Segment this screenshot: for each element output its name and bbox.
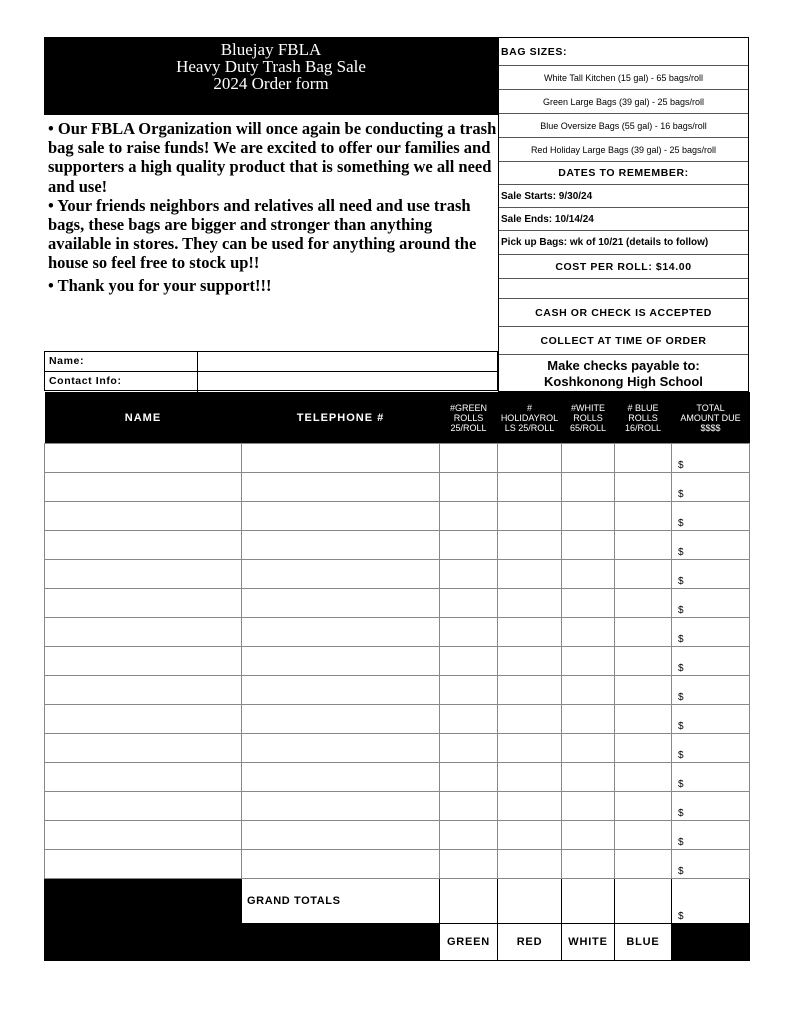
bag-size-blue: Blue Oversize Bags (55 gal) - 16 bags/roll [499, 114, 748, 138]
white-rolls-cell[interactable] [562, 502, 615, 531]
white-rolls-cell[interactable] [562, 705, 615, 734]
order-table [44, 392, 750, 961]
blue-rolls-cell[interactable] [615, 531, 672, 560]
white-rolls-cell[interactable] [562, 473, 615, 502]
telephone-cell[interactable] [242, 647, 440, 676]
green-rolls-cell[interactable] [440, 792, 498, 821]
blue-rolls-cell[interactable] [615, 444, 672, 473]
white-rolls-cell[interactable] [562, 589, 615, 618]
blue-rolls-cell[interactable] [615, 618, 672, 647]
header-holiday [498, 392, 562, 444]
blue-rolls-cell[interactable] [615, 705, 672, 734]
amount-due-cell[interactable]: $ [672, 531, 750, 560]
grand-total-green[interactable] [440, 879, 498, 924]
blue-rolls-cell[interactable] [615, 763, 672, 792]
name-row [45, 352, 497, 372]
name-cell[interactable] [45, 850, 242, 879]
holiday-rolls-cell[interactable] [498, 473, 562, 502]
blank-row [499, 279, 748, 299]
green-rolls-cell[interactable] [440, 589, 498, 618]
table-row [45, 821, 750, 850]
name-cell[interactable] [45, 502, 242, 531]
holiday-rolls-cell[interactable] [498, 444, 562, 473]
amount-due-cell[interactable]: $ [672, 763, 750, 792]
blue-rolls-cell[interactable] [615, 647, 672, 676]
intro-paragraph-2: • Your friends neighbors and relatives all need and use trash bags, these bags are bigger and stronger than anything available in stores. They can be used for anything around the house so feel free to stock up!! [48, 195, 477, 273]
dates-heading: DATES TO REMEMBER: [499, 162, 748, 185]
amount-due-cell[interactable]: $ [672, 502, 750, 531]
name-cell[interactable] [45, 705, 242, 734]
payable-line-2: Koshkonong High School [544, 373, 703, 389]
white-rolls-cell[interactable] [562, 618, 615, 647]
header-total-line1: TOTAL [696, 402, 725, 413]
white-rolls-cell[interactable] [562, 792, 615, 821]
holiday-rolls-cell[interactable] [498, 560, 562, 589]
contact-label: Contact Info: [45, 372, 198, 392]
intro-paragraph-3: • Thank you for your support!!! [48, 275, 272, 295]
green-rolls-cell[interactable] [440, 618, 498, 647]
green-rolls-cell[interactable] [440, 560, 498, 589]
table-row [45, 850, 750, 879]
telephone-cell[interactable] [242, 531, 440, 560]
telephone-cell[interactable] [242, 502, 440, 531]
header-total-line3: $$$$ [700, 422, 721, 433]
form-title: 2024 Order form [213, 74, 329, 93]
name-cell[interactable] [45, 560, 242, 589]
name-cell[interactable] [45, 444, 242, 473]
color-footer-row [45, 924, 750, 961]
name-cell[interactable] [45, 734, 242, 763]
telephone-cell[interactable] [242, 473, 440, 502]
holiday-rolls-cell[interactable] [498, 763, 562, 792]
holiday-rolls-cell[interactable] [498, 734, 562, 763]
telephone-cell[interactable] [242, 560, 440, 589]
name-cell[interactable] [45, 676, 242, 705]
footer-blue: BLUE [615, 924, 672, 961]
intro-text [48, 119, 498, 295]
footer-green: GREEN [440, 924, 498, 961]
intro-paragraph-1: • Our FBLA Organization will once again be conducting a trash bag sale to raise funds! We are excited to offer our families and supporters a high quality product that is something we all need and use! [48, 119, 497, 196]
table-row [45, 705, 750, 734]
footer-blank [45, 924, 440, 961]
table-row [45, 473, 750, 502]
header-blue [615, 392, 672, 444]
table-row [45, 444, 750, 473]
header-holiday-line3: LS 25/ROLL [504, 422, 555, 433]
footer-red: RED [498, 924, 562, 961]
telephone-cell[interactable] [242, 821, 440, 850]
header-white-line1: #WHITE [570, 402, 605, 413]
holiday-rolls-cell[interactable] [498, 850, 562, 879]
holiday-rolls-cell[interactable] [498, 821, 562, 850]
table-row [45, 589, 750, 618]
payable-line-1: Make checks payable to: [547, 357, 700, 373]
name-cell[interactable] [45, 531, 242, 560]
green-rolls-cell[interactable] [440, 850, 498, 879]
amount-due-cell[interactable]: $ [672, 676, 750, 705]
table-row [45, 676, 750, 705]
holiday-rolls-cell[interactable] [498, 589, 562, 618]
white-rolls-cell[interactable] [562, 444, 615, 473]
grand-totals-blank [45, 879, 242, 924]
green-rolls-cell[interactable] [440, 676, 498, 705]
header-total-line2: AMOUNT DUE [680, 412, 741, 423]
telephone-cell[interactable] [242, 589, 440, 618]
blue-rolls-cell[interactable] [615, 734, 672, 763]
collect-notice: COLLECT AT TIME OF ORDER [499, 327, 748, 355]
header-blue-line1: # BLUE [627, 402, 659, 413]
header-white [562, 392, 615, 444]
telephone-cell[interactable] [242, 444, 440, 473]
telephone-cell[interactable] [242, 618, 440, 647]
amount-due-cell[interactable]: $ [672, 647, 750, 676]
cost-per-roll: COST PER ROLL: $14.00 [499, 255, 748, 279]
info-box [498, 37, 749, 392]
white-rolls-cell[interactable] [562, 850, 615, 879]
header-blue-line3: 16/ROLL [624, 422, 662, 433]
header-name: NAME [45, 392, 242, 444]
payable-to [499, 355, 748, 392]
table-row [45, 560, 750, 589]
holiday-rolls-cell[interactable] [498, 647, 562, 676]
telephone-cell[interactable] [242, 676, 440, 705]
amount-due-cell[interactable]: $ [672, 473, 750, 502]
header-white-line3: 65/ROLL [569, 422, 607, 433]
grand-totals-label: GRAND TOTALS [242, 879, 440, 924]
sale-ends: Sale Ends: 10/14/24 [499, 208, 748, 231]
org-title: Bluejay FBLA [220, 40, 322, 59]
pickup-info: Pick up Bags: wk of 10/21 (details to follow) [499, 231, 748, 255]
name-cell[interactable] [45, 618, 242, 647]
name-cell[interactable] [45, 473, 242, 502]
order-rows [45, 444, 750, 961]
table-row [45, 502, 750, 531]
footer-end-blank [672, 924, 750, 961]
table-row [45, 734, 750, 763]
name-cell[interactable] [45, 821, 242, 850]
bag-sizes-heading: BAG SIZES: [499, 38, 748, 66]
name-cell[interactable] [45, 792, 242, 821]
amount-due-cell[interactable]: $ [672, 705, 750, 734]
blue-rolls-cell[interactable] [615, 676, 672, 705]
amount-due-cell[interactable]: $ [672, 618, 750, 647]
green-rolls-cell[interactable] [440, 734, 498, 763]
green-rolls-cell[interactable] [440, 502, 498, 531]
telephone-cell[interactable] [242, 850, 440, 879]
white-rolls-cell[interactable] [562, 560, 615, 589]
footer-white: WHITE [562, 924, 615, 961]
grand-total-blue[interactable] [615, 879, 672, 924]
contact-row [45, 372, 497, 392]
table-row [45, 647, 750, 676]
holiday-rolls-cell[interactable] [498, 676, 562, 705]
holiday-rolls-cell[interactable] [498, 618, 562, 647]
white-rolls-cell[interactable] [562, 531, 615, 560]
amount-due-cell[interactable]: $ [672, 850, 750, 879]
payment-methods: CASH OR CHECK IS ACCEPTED [499, 299, 748, 327]
sale-title: Heavy Duty Trash Bag Sale [176, 57, 366, 76]
amount-due-cell[interactable]: $ [672, 821, 750, 850]
grand-total-holiday[interactable] [498, 879, 562, 924]
customer-info-box [44, 351, 498, 391]
bag-size-red: Red Holiday Large Bags (39 gal) - 25 bags/roll [499, 138, 748, 162]
bag-size-white: White Tall Kitchen (15 gal) - 65 bags/roll [499, 66, 748, 90]
bag-size-green: Green Large Bags (39 gal) - 25 bags/roll [499, 90, 748, 114]
grand-total-white[interactable] [562, 879, 615, 924]
name-cell[interactable] [45, 589, 242, 618]
blue-rolls-cell[interactable] [615, 821, 672, 850]
table-header-row [45, 392, 750, 444]
telephone-cell[interactable] [242, 792, 440, 821]
header-green [440, 392, 498, 444]
telephone-cell[interactable] [242, 763, 440, 792]
blue-rolls-cell[interactable] [615, 502, 672, 531]
telephone-cell[interactable] [242, 734, 440, 763]
blue-rolls-cell[interactable] [615, 792, 672, 821]
header-telephone: TELEPHONE # [242, 392, 440, 444]
header-green-line1: #GREEN [449, 402, 487, 413]
table-row [45, 792, 750, 821]
blue-rolls-cell[interactable] [615, 589, 672, 618]
blue-rolls-cell[interactable] [615, 473, 672, 502]
telephone-cell[interactable] [242, 705, 440, 734]
holiday-rolls-cell[interactable] [498, 705, 562, 734]
grand-total-amount[interactable]: $ [672, 879, 750, 924]
table-row [45, 618, 750, 647]
white-rolls-cell[interactable] [562, 763, 615, 792]
table-row [45, 763, 750, 792]
green-rolls-cell[interactable] [440, 444, 498, 473]
title-block [44, 37, 498, 115]
holiday-rolls-cell[interactable] [498, 792, 562, 821]
blue-rolls-cell[interactable] [615, 850, 672, 879]
amount-due-cell[interactable]: $ [672, 792, 750, 821]
header-blue-line2: ROLLS [628, 412, 658, 423]
grand-totals-row [45, 879, 750, 924]
white-rolls-cell[interactable] [562, 647, 615, 676]
holiday-rolls-cell[interactable] [498, 502, 562, 531]
sale-starts: Sale Starts: 9/30/24 [499, 185, 748, 208]
header-green-line3: 25/ROLL [450, 422, 487, 433]
green-rolls-cell[interactable] [440, 763, 498, 792]
name-cell[interactable] [45, 647, 242, 676]
green-rolls-cell[interactable] [440, 473, 498, 502]
name-cell[interactable] [45, 763, 242, 792]
blue-rolls-cell[interactable] [615, 560, 672, 589]
white-rolls-cell[interactable] [562, 734, 615, 763]
header-white-line2: ROLLS [573, 412, 603, 423]
green-rolls-cell[interactable] [440, 821, 498, 850]
green-rolls-cell[interactable] [440, 647, 498, 676]
table-row [45, 531, 750, 560]
header-holiday-line1: # [526, 402, 532, 413]
white-rolls-cell[interactable] [562, 676, 615, 705]
header-holiday-line2: HOLIDAYROL [500, 412, 559, 423]
header-green-line2: ROLLS [453, 412, 484, 423]
amount-due-cell[interactable]: $ [672, 444, 750, 473]
green-rolls-cell[interactable] [440, 531, 498, 560]
white-rolls-cell[interactable] [562, 821, 615, 850]
amount-due-cell[interactable]: $ [672, 589, 750, 618]
amount-due-cell[interactable]: $ [672, 560, 750, 589]
green-rolls-cell[interactable] [440, 705, 498, 734]
header-total [672, 392, 750, 444]
holiday-rolls-cell[interactable] [498, 531, 562, 560]
amount-due-cell[interactable]: $ [672, 734, 750, 763]
name-label: Name: [45, 352, 198, 371]
